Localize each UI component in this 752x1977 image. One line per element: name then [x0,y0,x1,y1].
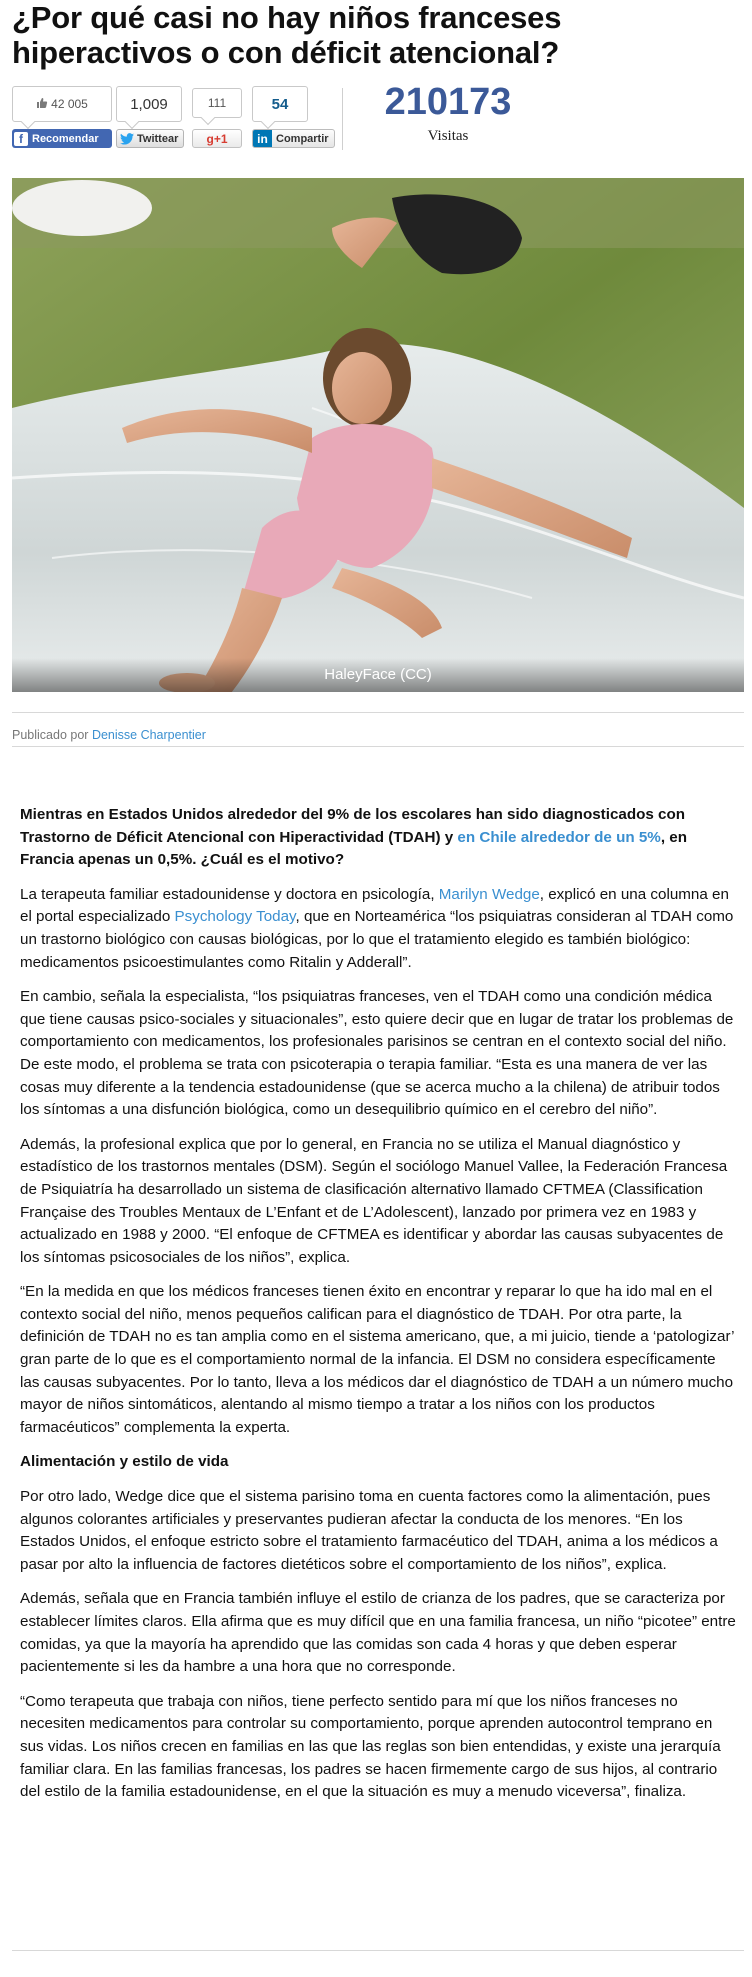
share-bar [12,81,744,156]
visits-counter [368,80,528,145]
chile-stat-link[interactable]: en Chile alrededor de un 5% [457,828,661,846]
article-hero-image [12,178,744,692]
linkedin-share-button[interactable] [252,129,335,148]
paragraph-1 [20,884,736,974]
p1-text-2: , explicó en una columna en el portal especializado [20,885,729,926]
child-waterslide-photo [12,178,744,692]
article-title: ¿Por qué casi no hay niños franceses hiperactivos o con déficit atencional? [12,0,562,70]
twitter-count: 1,009 [130,95,168,113]
article-container [12,0,744,1801]
image-caption: HaleyFace (CC) [12,658,744,692]
linkedin-share [252,86,335,148]
facebook-count: 42 005 [51,97,88,111]
byline-prefix: Publicado por [12,728,89,742]
googleplus-count-box [192,88,242,118]
google-plus-icon: g+1 [206,131,228,146]
paragraph-3: Además, la profesional explica que por lo general, en Francia no se utiliza el Manual diagnóstico y estadístico de los trastornos mentales (DSM). Según el sociólogo Manuel Vallee, la Federación Francesa de Psiquiatría ha desarrollado un sistema de clasificación alternativo llamado CFTMEA (Classification Française des Troubles Mentaux de L’Enfant et de L’Adolescent), lanzado por primera vez en 1983 y actualizado en 1988 y 2000. “El enfoque de CFTMEA es identificar y abordar las causas subyacentes de los síntomas psicosociales de los niños”, explica. [20,1135,728,1266]
facebook-button-label: Recomendar [32,132,99,145]
paragraph-6: Además, señala que en Francia también influye el estilo de crianza de los padres, que se caracteriza por establecer límites claros. Ella afirma que es muy difícil que en una familia francesa, un niño “picotee” entre comidas, ya que la mayoría ha aprendido que las comidas son cada 4 horas y que deben esperar pacientemente si les da hambre a una hora que no corresponde. [20,1590,736,1676]
visits-count: 210173 [384,81,512,123]
article-lead [20,804,736,872]
author-link[interactable]: Denisse Charpentier [91,728,206,742]
linkedin-button-label: Compartir [276,132,329,145]
twitter-count-box [116,86,182,122]
google-plus-one-button[interactable] [192,129,242,148]
paragraph-2: En cambio, señala la especialista, “los psiquiatras franceses, ven el TDAH como una condición médica que tiene causas psico-sociales y situacionales”, esto quiere decir que en lugar de tratar los problemas de comportamiento con medicamentos, los profesionales parisinos se centran en el contexto social del niño. De este modo, el problema se trata con psicoterapia o terapia familiar. “Esta es una manera de ver las cosas muy diferente a la tendencia estadounidense (que se acerca mucho a la chilena) de atribuir todos los síntomas a una disfunción biológica, como un desequilibrio químico en el cerebro del niño”. [20,988,734,1119]
section-heading: Alimentación y estilo de vida [20,1453,229,1471]
thumbs-up-icon [36,97,48,112]
facebook-share [12,86,112,148]
linkedin-icon: in [253,130,272,147]
twitter-share [116,86,184,148]
facebook-count-box [12,86,112,122]
facebook-icon: f [14,132,28,146]
twitter-tweet-button[interactable] [116,129,184,148]
facebook-recommend-button[interactable] [12,129,112,148]
visits-label: Visitas [427,128,469,144]
paragraph-4: “En la medida en que los médicos franceses tienen éxito en encontrar y reparar lo que ha ido mal en el contexto social del niño, menos pequeños califican para el diagnóstico de TDAH. Por otra parte, la definición de TDAH no es tan amplia como en el sistema americano, que, a mi juicio, tiende a ‘patologizar’ gran parte de lo que es el comportamiento normal de la infancia. El DSM no considera específicamente las causas subyacentes. Por lo tanto, lleva a los médicos dar el diagnóstico de TDAH a un número mucho mayor de niños sintomáticos, alentando al mismo tiempo a tratar a los niños con los productos farmacéuticos” complementa la experta. [20,1283,734,1436]
paragraph-7: “Como terapeuta que trabaja con niños, tiene perfecto sentido para mí que los niños franceses no necesiten medicamentos para controlar su comportamiento, porque aprenden autocontrol temprano en sus vidas. Los niños crecen en familias en las que las reglas son bien entendidas, y existe una jerarquía familiar clara. En las familias francesas, los padres se hacen firmemente cargo de sus hijos, al contrario del estilo de la familia estadounidense, en el que la situación es muy a menudo viceversa”, finaliza. [20,1692,721,1801]
psychology-today-link[interactable]: Psychology Today [174,908,296,926]
p1-text-1: La terapeuta familiar estadounidense y doctora en psicología, [20,885,439,903]
linkedin-count-box [252,86,308,122]
linkedin-count: 54 [271,95,289,113]
lead-text-2: , en Francia apenas un 0,5%. ¿Cuál es el motivo? [20,828,687,869]
twitter-button-label: Twittear [137,132,179,145]
twitter-bird-icon [120,133,134,145]
lead-text-1: Mientras en Estados Unidos alrededor del 9% de los escolares han sido diagnosticados con Trastorno de Déficit Atencional con Hiperactividad (TDAH) y [20,806,686,846]
article-body [20,804,736,1816]
p1-text-3: , que en Norteamérica “los psiquiatras consideran al TDAH como un trastorno biológico con causas biológicas, por lo que el tratamiento elegido es también biológico: medicamentos psicoestimulantes como Ritalin y Adderall”. [20,908,734,971]
byline-bottom-divider [12,746,744,747]
article-end-divider [12,1950,744,1951]
byline [12,728,206,742]
paragraph-5: Por otro lado, Wedge dice que el sistema parisino toma en cuenta factores como la alimentación, pues algunos colorantes artificiales y preservantes pudieran afectar la conducta de los menores. “En los Estados Unidos, el enfoque estricto sobre el tratamiento farmacéutico del TDAH, anima a los médicos a pasar por alto la influencia de factores dietéticos sobre el comportamiento de los niños”, explica. [20,1488,718,1573]
googleplus-count: 111 [207,96,227,110]
googleplus-share [192,86,242,148]
byline-top-divider [12,712,744,713]
share-divider [342,88,343,150]
marilyn-wedge-link[interactable]: Marilyn Wedge [438,885,540,903]
